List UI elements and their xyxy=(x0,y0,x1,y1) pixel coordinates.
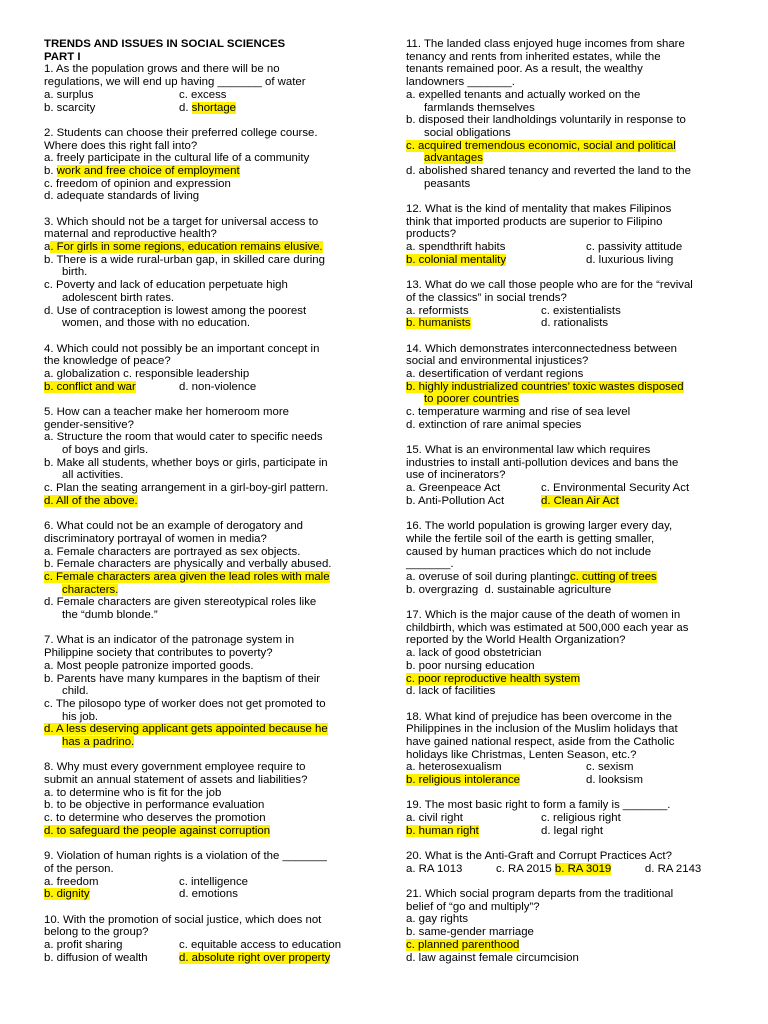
document-title: TRENDS AND ISSUES IN SOCIAL SCIENCES xyxy=(44,38,286,50)
choice-row xyxy=(406,241,682,254)
choice-c: c. The pilosopo type of worker does not get promoted to xyxy=(44,697,326,710)
choice-b xyxy=(406,381,728,394)
choice-a: a. freedom xyxy=(44,875,99,888)
choice-d: d. Use of contraception is lowest among the poorest xyxy=(44,304,307,317)
choice-a-continued: of boys and girls. xyxy=(62,444,149,457)
choice-row xyxy=(44,381,256,394)
question-11 xyxy=(406,38,728,190)
question-stem: the knowledge of peace? xyxy=(44,355,171,368)
choice-c: c. existentialists xyxy=(541,304,621,317)
choice-b-continued: all activities. xyxy=(62,469,124,482)
question-stem: 12. What is the kind of mentality that makes Filipinos xyxy=(406,203,672,216)
question-stem: think that imported products are superior to Filipino xyxy=(406,215,663,228)
choice-row xyxy=(406,495,619,508)
choice-a: a. profit sharing xyxy=(44,938,123,951)
choice-b: b. Female characters are physically and verbally abused. xyxy=(44,558,332,571)
highlighted-answer: d. Clean Air Act xyxy=(541,494,619,507)
choice-row xyxy=(406,482,689,495)
choice-a: a. Female characters are portrayed as sex objects. xyxy=(44,545,301,558)
choice-c: c. Plan the seating arrangement in a girl-boy-girl pattern. xyxy=(44,482,329,495)
choice-c xyxy=(406,673,728,686)
question-stem: 13. What do we call those people who are for the “revival xyxy=(406,279,693,292)
choice-c: c. temperature warming and rise of sea level xyxy=(406,406,631,419)
highlighted-answer: b. human right xyxy=(406,824,479,837)
choice-d-continued xyxy=(44,736,366,749)
question-stem: 8. Why must every government employee require to xyxy=(44,761,306,774)
choice-b: b. to be objective in performance evaluation xyxy=(44,799,265,812)
choice-d-continued: peasants xyxy=(424,177,471,190)
question-stem: regulations, we will end up having _______ of water xyxy=(44,76,306,89)
choice-a: a. freely participate in the cultural life of a community xyxy=(44,152,310,165)
choice-c: c. equitable access to education xyxy=(179,938,342,951)
question-stem: reported by the World Health Organization? xyxy=(406,634,626,647)
choice-a: a. lack of good obstetrician xyxy=(406,647,542,660)
choice-a: a. gay rights xyxy=(406,913,469,926)
question-stem: discriminatory portrayal of women in media? xyxy=(44,532,267,545)
choice-b: b. scarcity xyxy=(44,101,96,114)
highlighted-answer: c. cutting of trees xyxy=(570,570,657,583)
choice-a-continued: farmlands themselves xyxy=(424,101,535,114)
choice-a: a. civil right xyxy=(406,812,463,825)
choice-a: a. Greenpeace Act xyxy=(406,482,501,495)
highlighted-answer: b. RA 3019 xyxy=(554,862,612,875)
highlighted-answer: b. conflict and war xyxy=(44,380,136,393)
highlighted-answer: d. A less deserving applicant gets appointed because he xyxy=(44,723,328,736)
question-stem: 6. What could not be an example of derogatory and xyxy=(44,520,303,533)
question-stem: 20. What is the Anti-Graft and Corrupt Practices Act? xyxy=(406,850,672,863)
question-stem: 16. The world population is growing larger every day, xyxy=(406,520,673,533)
choice-row xyxy=(406,774,643,787)
choice-row xyxy=(406,571,728,584)
choice-d: d. abolished shared tenancy and reverted the land to the xyxy=(406,165,691,178)
choice-a: a. RA 1013 xyxy=(406,862,463,875)
question-stem: 7. What is an indicator of the patronage system in xyxy=(44,634,295,647)
question-7 xyxy=(44,634,366,748)
question-stem: 21. Which social program departs from the traditional xyxy=(406,888,674,901)
choice-b: b. There is a wide rural-urban gap, in skilled care during xyxy=(44,253,325,266)
choice-d: d. shortage xyxy=(179,101,236,114)
choice-a: a. surplus xyxy=(44,88,94,101)
choice-b-continued: birth. xyxy=(62,266,88,279)
choice-d: d. non-violence xyxy=(179,380,257,393)
choice-c xyxy=(406,939,728,952)
question-2 xyxy=(44,127,366,203)
left-column xyxy=(44,38,366,977)
choice-d: d. Female characters are given stereotypical roles like xyxy=(44,596,317,609)
question-9 xyxy=(44,850,366,901)
question-20 xyxy=(406,850,728,875)
choice-row xyxy=(555,863,701,876)
highlighted-answer: b. religious intolerance xyxy=(406,774,520,787)
highlighted-answer: c. poor reproductive health system xyxy=(406,672,581,685)
choice-c: c. freedom of opinion and expression xyxy=(44,177,231,190)
question-18 xyxy=(406,711,728,787)
question-6 xyxy=(44,520,366,622)
question-stem: Philippines in the inclusion of the Muslim holidays that xyxy=(406,723,678,736)
choice-d xyxy=(179,952,330,964)
choice-b xyxy=(406,254,586,267)
highlighted-answer: d. All of the above. xyxy=(44,494,138,507)
question-16 xyxy=(406,520,728,596)
question-1 xyxy=(44,63,366,114)
choice-c: c. excess xyxy=(179,88,227,101)
choice-row xyxy=(406,317,608,330)
choice-d: d. law against female circumcision xyxy=(406,951,579,964)
choice-d xyxy=(541,495,619,507)
question-stem: 15. What is an environmental law which requires xyxy=(406,444,651,457)
question-stem: 3. Which should not be a target for universal access to xyxy=(44,215,319,228)
choice-row xyxy=(406,584,728,597)
choice-b-continued: social obligations xyxy=(424,126,511,139)
choice-c: c. sexism xyxy=(586,761,634,774)
choice-a: a. spendthrift habits xyxy=(406,241,506,254)
question-stem: of the person. xyxy=(44,862,114,875)
question-12 xyxy=(406,203,728,267)
right-column xyxy=(406,38,728,977)
choice-row xyxy=(406,305,621,318)
question-stem: 10. With the promotion of social justice, which does not xyxy=(44,913,322,926)
choice-d xyxy=(44,495,366,508)
question-10 xyxy=(44,914,366,965)
choice-c: c. intelligence xyxy=(179,875,249,888)
question-stem: of the classics” in social trends? xyxy=(406,291,567,304)
choice-row xyxy=(44,939,341,952)
choice-b: b. overgrazing xyxy=(406,583,479,596)
question-stem: social and environmental injustices? xyxy=(406,355,589,368)
choice-b-continued xyxy=(406,393,728,406)
highlighted-answer: d. absolute right over property xyxy=(179,951,331,964)
choice-b xyxy=(44,888,179,901)
choice-d: d. luxurious living xyxy=(586,253,674,266)
question-stem: maternal and reproductive health? xyxy=(44,228,217,241)
choice-a: a. reformists xyxy=(406,304,469,317)
choice-b: b. diffusion of wealth xyxy=(44,951,148,964)
question-stem: products? xyxy=(406,228,457,241)
choice-b: b. work and free choice of employment xyxy=(44,164,240,177)
question-3 xyxy=(44,216,366,330)
choice-row xyxy=(406,863,552,876)
question-stem: 18. What kind of prejudice has been overcome in the xyxy=(406,710,672,723)
question-stem: submit an annual statement of assets and liabilities? xyxy=(44,774,308,787)
question-stem: belong to the group? xyxy=(44,926,149,939)
highlighted-answer: characters. xyxy=(62,583,119,596)
choice-row-ac: a. globalization c. responsible leadership xyxy=(44,367,250,380)
choice-c: c. Poverty and lack of education perpetuate high xyxy=(44,279,288,292)
choice-d: d. looksism xyxy=(586,774,643,787)
question-8 xyxy=(44,761,366,837)
highlighted-answer: d. to safeguard the people against corruption xyxy=(44,824,271,837)
choice-b: b. Parents have many kumpares in the baptism of their xyxy=(44,672,321,685)
choice-c-continued: his job. xyxy=(62,710,99,723)
choice-b: b. Anti-Pollution Act xyxy=(406,494,505,507)
question-stem: 4. Which could not possibly be an important concept in xyxy=(44,342,320,355)
choice-d: d. lack of facilities xyxy=(406,685,496,698)
question-stem: Where does this right fall into? xyxy=(44,139,198,152)
question-stem: use of incinerators? xyxy=(406,469,506,482)
choice-b: b. disposed their landholdings voluntarily in response to xyxy=(406,114,686,127)
question-stem: 5. How can a teacher make her homeroom more xyxy=(44,405,290,418)
choice-c: c. religious right xyxy=(541,812,621,825)
question-stem: while the fertile soil of the earth is getting smaller, xyxy=(406,532,655,545)
question-stem: 17. Which is the major cause of the death of women in xyxy=(406,608,681,621)
choice-c: c. passivity attitude xyxy=(586,241,683,254)
highlighted-answer: b. humanists xyxy=(406,317,471,330)
highlighted-answer: b. colonial mentality xyxy=(406,253,507,266)
question-stem: belief of “go and multiply”? xyxy=(406,900,540,913)
choice-b: b. Make all students, whether boys or girls, participate in xyxy=(44,456,328,469)
question-stem: caused by human practices which do not include xyxy=(406,545,652,558)
choice-c xyxy=(406,140,728,153)
choice-row xyxy=(44,876,248,889)
choice-row xyxy=(44,952,330,965)
question-15 xyxy=(406,444,728,508)
part-heading: PART I xyxy=(44,50,81,63)
choice-a: a. For girls in some regions, education remains elusive. xyxy=(44,241,323,254)
choice-b: b. same-gender marriage xyxy=(406,926,534,939)
question-stem: have gained national respect, aside from the Catholic xyxy=(406,735,675,748)
choice-b: b. poor nursing education xyxy=(406,659,535,672)
choice-d: d. adequate standards of living xyxy=(44,190,200,203)
highlighted-answer: work and free choice of employment xyxy=(56,164,240,177)
choice-c: c. RA 2015 xyxy=(496,862,552,875)
choice-row xyxy=(44,89,226,102)
question-stem: 19. The most basic right to form a family is _______. xyxy=(406,799,671,812)
choice-a: a. heterosexualism xyxy=(406,761,502,774)
choice-row xyxy=(44,888,238,901)
choice-d-continued: women, and those with no education. xyxy=(62,317,251,330)
choice-d: d. rationalists xyxy=(541,317,609,330)
question-stem: tenancy and rents from inherited estates, while the xyxy=(406,50,661,63)
highlighted-answer: has a padrino. xyxy=(62,736,135,749)
choice-b xyxy=(44,381,179,394)
question-stem: industries to install anti-pollution devices and bans the xyxy=(406,456,679,469)
choice-b xyxy=(555,863,645,876)
choice-b xyxy=(406,317,541,330)
question-stem: 14. Which demonstrates interconnectedness between xyxy=(406,342,678,355)
choice-d: d. emotions xyxy=(179,888,238,901)
choice-d: d. RA 2143 xyxy=(644,862,702,875)
highlighted-answer: . For girls in some regions, education remains elusive. xyxy=(50,241,323,254)
question-4 xyxy=(44,343,366,394)
highlighted-answer: to poorer countries xyxy=(424,393,519,406)
choice-a: a. overuse of soil during planting xyxy=(406,570,571,583)
choice-row xyxy=(406,825,603,838)
highlighted-answer: b. dignity xyxy=(44,888,90,901)
choice-c-continued: adolescent birth rates. xyxy=(62,291,175,304)
choice-a: a. expelled tenants and actually worked on the xyxy=(406,88,641,101)
question-21 xyxy=(406,888,728,964)
highlighted-answer: c. acquired tremendous economic, social and political xyxy=(406,139,676,152)
choice-a: a. Structure the room that would cater to specific needs xyxy=(44,431,323,444)
question-14 xyxy=(406,343,728,432)
question-stem: tenants remained poor. As a result, the wealthy xyxy=(406,63,643,76)
choice-a: a. Most people patronize imported goods. xyxy=(44,659,254,672)
choice-row xyxy=(406,761,633,774)
choice-c xyxy=(44,571,366,584)
question-13 xyxy=(406,279,728,330)
choice-row xyxy=(406,812,621,825)
question-5 xyxy=(44,406,366,508)
choice-c-continued xyxy=(406,152,728,165)
question-stem: _______. xyxy=(406,558,454,571)
choice-row xyxy=(406,254,673,267)
choice-c: c. to determine who deserves the promotion xyxy=(44,812,266,825)
highlighted-answer: b. highly industrialized countries’ toxic wastes disposed xyxy=(406,380,684,393)
choice-row xyxy=(44,102,236,115)
choice-d-continued: the “dumb blonde.” xyxy=(62,609,158,622)
choice-d: d. extinction of rare animal species xyxy=(406,418,582,431)
choice-c-continued xyxy=(44,584,366,597)
question-17 xyxy=(406,609,728,698)
choice-c: c. Environmental Security Act xyxy=(541,482,690,495)
highlighted-answer: advantages xyxy=(424,152,483,165)
question-stem: 11. The landed class enjoyed huge incomes from share xyxy=(406,38,685,50)
choice-b xyxy=(406,774,586,787)
choice-d xyxy=(44,825,366,838)
choice-a: a. desertification of verdant regions xyxy=(406,367,584,380)
choice-d: d. sustainable agriculture xyxy=(484,583,612,596)
question-stem: gender-sensitive? xyxy=(44,418,134,431)
highlighted-answer: c. Female characters area given the lead roles with male xyxy=(44,570,330,583)
choice-d: d. legal right xyxy=(541,824,604,837)
choice-a: a. to determine who is fit for the job xyxy=(44,786,222,799)
highlighted-answer: shortage xyxy=(191,101,236,114)
choice-b-continued: child. xyxy=(62,685,89,698)
question-19 xyxy=(406,799,728,837)
question-stem: Philippine society that contributes to poverty? xyxy=(44,647,273,660)
highlighted-answer: c. planned parenthood xyxy=(406,938,520,951)
choice-d xyxy=(44,723,366,736)
choice-b xyxy=(406,825,541,838)
question-stem: 9. Violation of human rights is a violation of the _______ xyxy=(44,850,327,863)
question-stem: holidays like Christmas, Lenten Season, etc.? xyxy=(406,748,637,761)
question-stem: landowners _______. xyxy=(406,76,515,89)
question-stem: 2. Students can choose their preferred college course. xyxy=(44,126,318,139)
question-stem: childbirth, which was estimated at 500,000 each year as xyxy=(406,621,689,634)
question-stem: 1. As the population grows and there will be no xyxy=(44,63,280,76)
